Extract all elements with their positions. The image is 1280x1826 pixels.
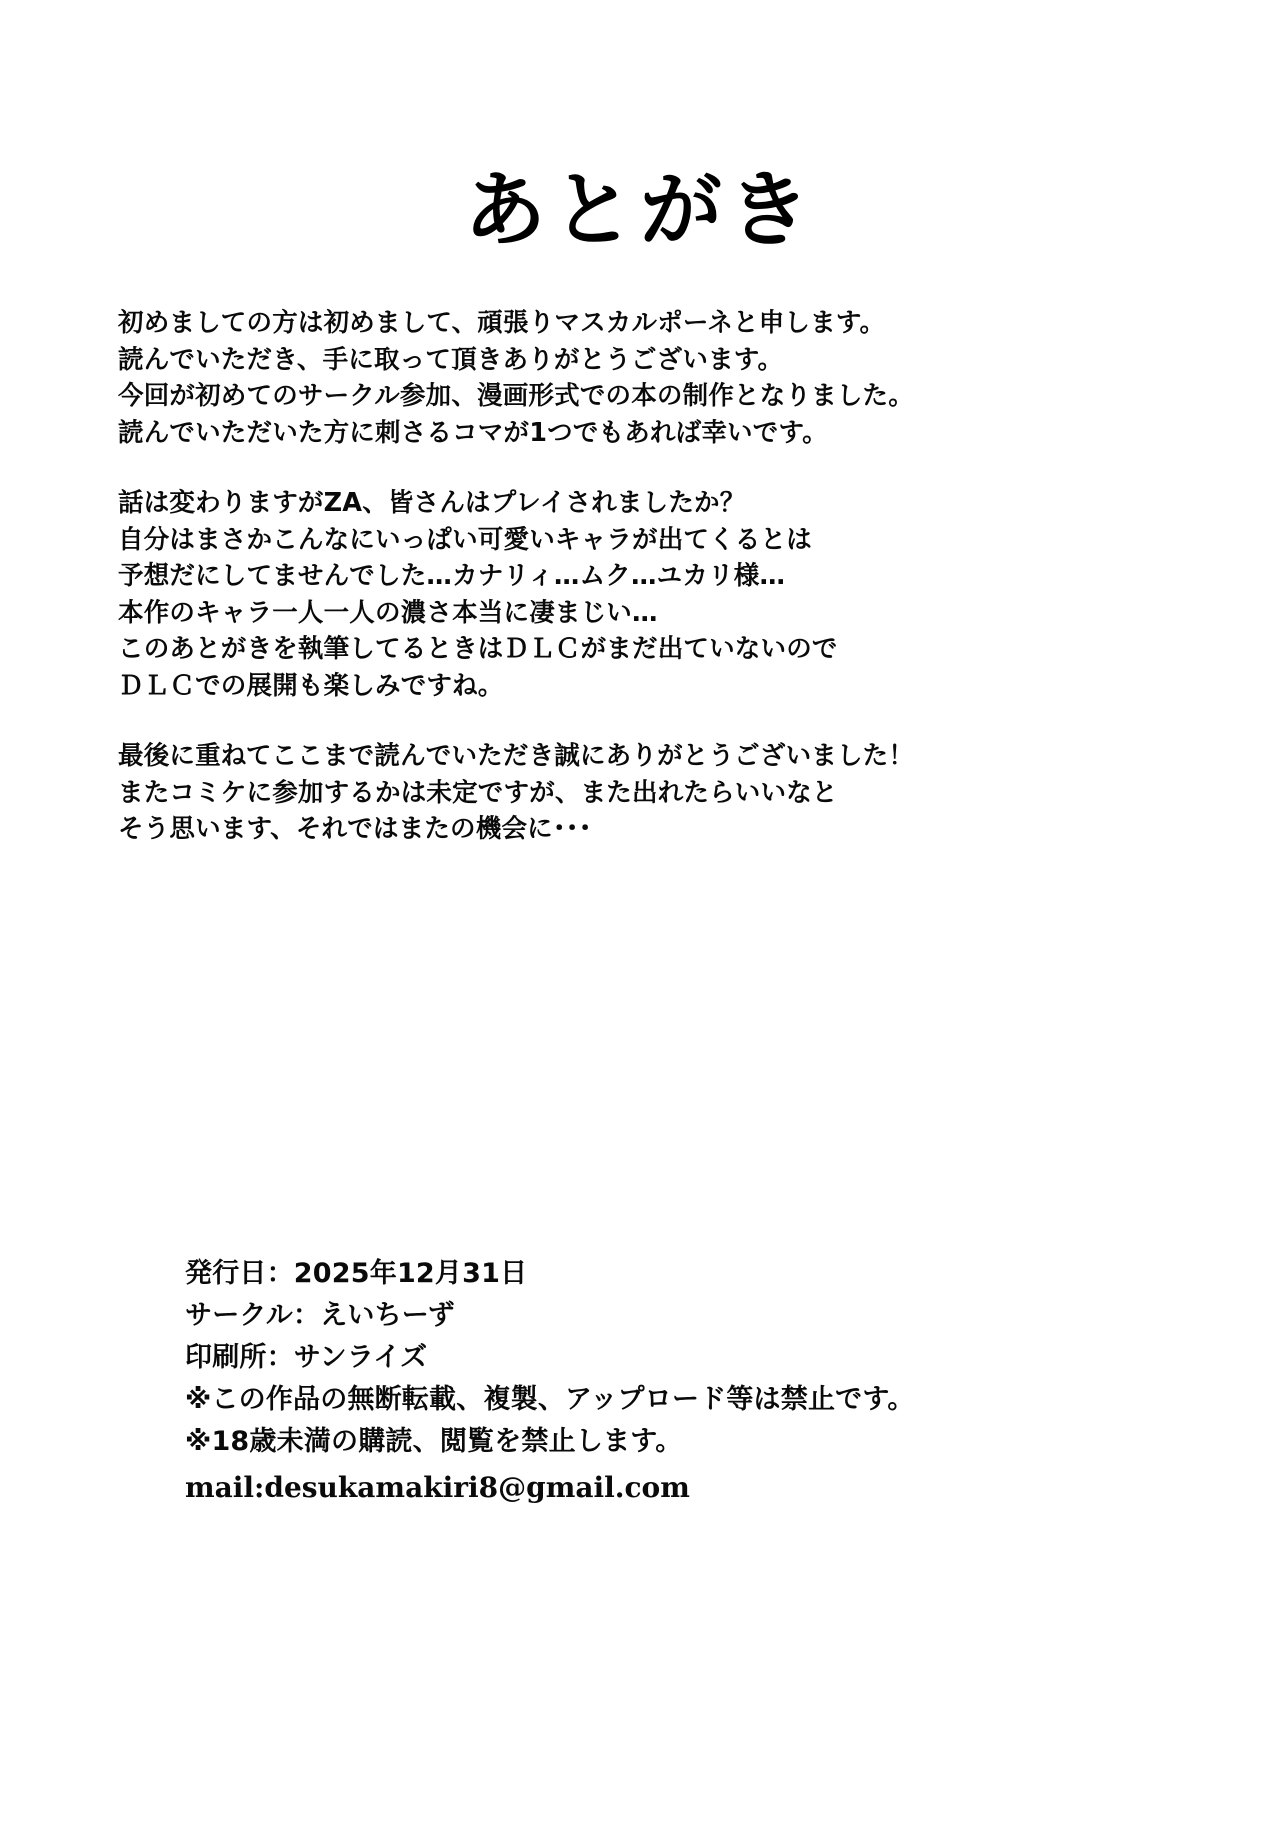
afterword-line: 今回が初めてのサークル参加、漫画形式での本の制作となりました。 bbox=[118, 381, 914, 411]
afterword-line: 読んでいただいた方に刺さるコマが1つでもあれば幸いです。 bbox=[118, 417, 828, 448]
afterword-line: 自分はまさかこんなにいっぱい可愛いキャラが出てくるとは bbox=[118, 524, 812, 555]
colophon bbox=[185, 1253, 1165, 1509]
colophon-email: mail:desukamakiri8@gmail.com bbox=[185, 1471, 690, 1504]
colophon-circle: サークル：えいちーず bbox=[185, 1300, 455, 1331]
colophon-printer: 印刷所：サンライズ bbox=[185, 1342, 428, 1373]
afterword-line: そう思います、それではまたの機会に･･･ bbox=[118, 814, 592, 844]
afterword-line: ＤＬＣでの展開も楽しみですね。 bbox=[118, 670, 504, 701]
colophon-publish-date: 発行日：2025年12月31日 bbox=[185, 1258, 528, 1289]
colophon-notice-reprint: ※この作品の無断転載、複製、アップロード等は禁止です。 bbox=[185, 1384, 915, 1415]
afterword-line: このあとがきを執筆してるときはＤＬＣがまだ出ていないので bbox=[118, 634, 838, 664]
afterword-line: 読んでいただき、手に取って頂きありがとうございます。 bbox=[118, 344, 784, 375]
afterword-line: 予想だにしてませんでした…カナリィ…ムク…ユカリ様… bbox=[118, 561, 786, 591]
afterword-text bbox=[118, 305, 1138, 848]
afterword-line: 話は変わりますがZA、皆さんはプレイされましたか？ bbox=[118, 488, 746, 518]
afterword-line: 最後に重ねてここまで読んでいただき誠にありがとうございました！ bbox=[118, 741, 915, 771]
afterword-line: 初めましての方は初めまして、頑張りマスカルポーネと申します。 bbox=[118, 308, 886, 338]
page-title: あとがき bbox=[463, 163, 816, 258]
afterword-line: 本作のキャラ一人一人の濃さ本当に凄まじい… bbox=[118, 597, 658, 628]
afterword-line: またコミケに参加するかは未定ですが、また出れたらいいなと bbox=[118, 777, 838, 808]
colophon-notice-age: ※18歳未満の購読、閲覧を禁止します。 bbox=[185, 1426, 683, 1457]
